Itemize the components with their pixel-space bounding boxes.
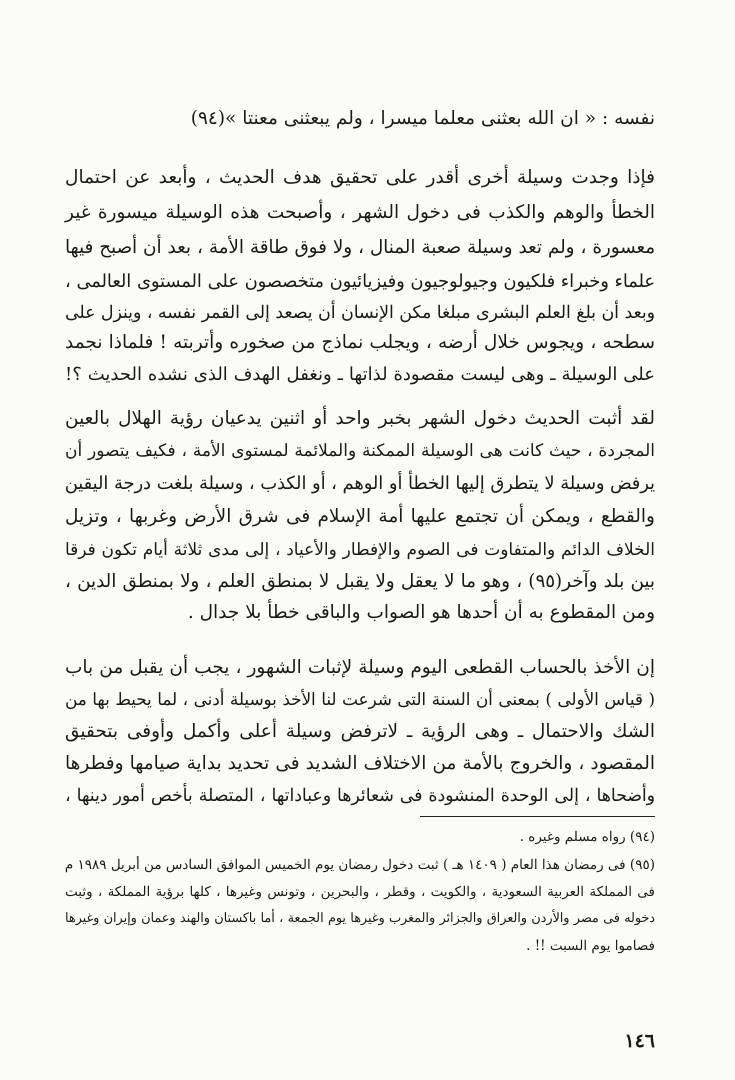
footnote-line: فصاموا يوم السبت !! .: [526, 938, 655, 954]
footnote-line: دخوله فى مصر والأردن والعراق والجزائر والمغرب وغيرها يوم الجمعة ، أما باكستان والهند وعمان وإيران وغيرها: [65, 911, 655, 926]
text-line: وبعد أن بلغ العلم البشرى مبلغا مكن الإنسان أن يصعد إلى القمر نفسه ، وينزل على: [65, 303, 655, 323]
text-line: بين بلد وآخر(٩٥) ، وهو ما لا يعقل ولا يقبل لا بمنطق العلم ، ولا بمنطق الدين ،: [65, 571, 655, 592]
page-number: ١٤٦: [624, 1030, 655, 1052]
header-line: نفسه : « ان الله بعثنى معلما ميسرا ، ولم يبعثنى معنتا »(٩٤): [190, 108, 655, 129]
text-line: إن الأخذ بالحساب القطعى اليوم وسيلة لإثبات الشهور ، يجب أن يقبل من باب: [65, 657, 655, 678]
text-line: فإذا وجدت وسيلة أخرى أقدر على تحقيق هدف الحديث ، وأبعد عن احتمال: [65, 167, 655, 188]
text-line: وأضحاها ، إلى الوحدة المنشودة فى شعائرها وعباداتها ، المتصلة بأخص أمور دينها ،: [65, 786, 655, 806]
text-line: سطحه ، ويجوس خلال أرضه ، ويجلب نماذج من صخوره وأتربته ! فلماذا نجمد: [65, 332, 655, 353]
text-line: المقصود ، والخروج بالأمة من الاختلاف الشديد فى تحديد بداية صيامها وفطرها: [65, 753, 655, 774]
text-line: يرفض وسيلة لا يتطرق إليها الخطأ أو الوهم ، أو الكذب ، وسيلة بلغت درجة اليقين: [64, 474, 655, 494]
text-line: لقد أثبت الحديث دخول الشهر بخبر واحد أو اثنين يدعيان رؤية الهلال بالعين: [65, 408, 655, 429]
text-line: علماء وخبراء فلكيون وجيولوجيون وفيزيائيون متخصصون على المستوى العالمى ،: [65, 272, 655, 292]
text-line: على الوسيلة ـ وهى ليست مقصودة لذاتها ـ ونغفل الهدف الذى نشده الحديث ؟!: [65, 364, 655, 385]
text-line: والقطع ، ويمكن أن تجتمع عليها أمة الإسلام فى شرق الأرض وغربها ، وتزيل: [65, 506, 655, 527]
footnote-line: (٩٥) فى رمضان هذا العام ( ١٤٠٩ هـ ) ثبت دخول رمضان يوم الخميس الموافق السادس من أبريل ١٩٨٩ م: [64, 857, 655, 873]
text-line: الخطأ والوهم والكذب فى دخول الشهر ، وأصبحت هذه الوسيلة ميسورة غير: [65, 202, 655, 223]
footnote-line: فى المملكة العربية السعودية ، والكويت ، وقطر ، والبحرين ، وتونس وغيرها ، كلها برؤية المملكة ، وثبت: [65, 884, 655, 900]
footnote-divider: [420, 816, 655, 817]
text-line: معسورة ، ولم تعد وسيلة صعبة المنال ، ولا فوق طاقة الأمة ، بعد أن أصبح فيها: [65, 237, 655, 258]
text-line: الخلاف الدائم والمتفاوت فى الصوم والإفطار والأعياد ، إلى مدى ثلاثة أيام تكون فرقا: [65, 540, 655, 560]
text-line: ومن المقطوع به أن أحدها هو الصواب والباقى خطأ بلا جدال .: [187, 602, 655, 623]
text-line: الشك والاحتمال ـ وهى الرؤية ـ لاترفض وسيلة أعلى وأكمل وأوفى بتحقيق: [65, 721, 655, 742]
footnote-line: (٩٤) رواه مسلم وغيره .: [519, 829, 655, 845]
text-line: المجردة ، حيث كانت هى الوسيلة الممكنة والملائمة لمستوى الأمة ، فكيف يتصور أن: [65, 441, 655, 461]
text-line: ( قياس الأولى ) بمعنى أن السنة التى شرعت لنا الأخذ بوسيلة أدنى ، لما يحيط بها من: [65, 689, 655, 709]
